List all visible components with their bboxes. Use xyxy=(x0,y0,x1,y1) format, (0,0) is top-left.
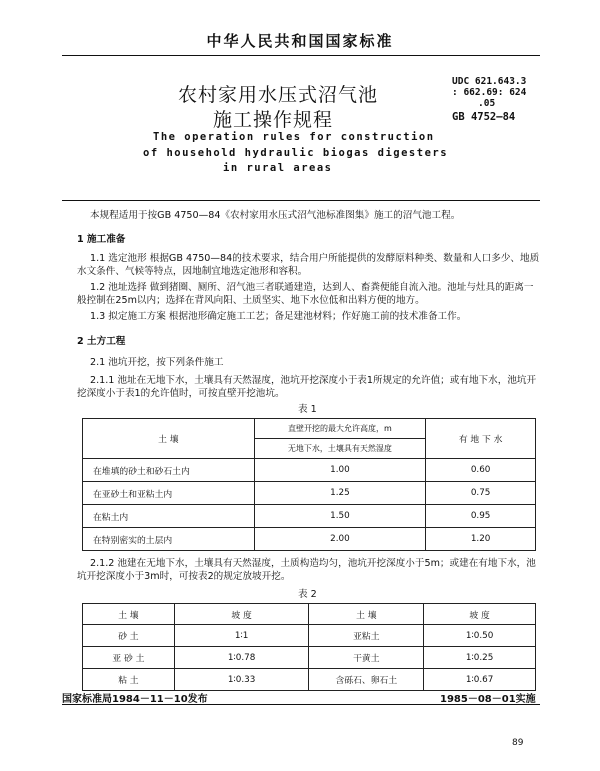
title-line-1: 农村家用水压式沼气池 xyxy=(178,84,379,106)
table1-cell-no-water: 1.00 xyxy=(254,459,426,482)
table2-cell-soil-1: 砂 土 xyxy=(83,625,175,647)
table1-cell-soil: 在堆填的砂土和砂石土内 xyxy=(83,459,255,482)
table2-cell-slope-1: 1∶0.78 xyxy=(174,647,309,669)
table2-cell-soil-1: 亚 砂 土 xyxy=(83,647,175,669)
table-2 xyxy=(82,603,536,691)
clause-2-1: 2.1 池坑开挖，按下列条件施工 xyxy=(90,357,224,368)
english-title-line-3: in rural areas xyxy=(223,162,333,174)
table1-cell-with-water: 0.75 xyxy=(426,482,536,505)
table2-header-soil-1: 土 壤 xyxy=(83,604,175,625)
header-divider xyxy=(62,200,540,201)
table1-header-max-depth: 直壁开挖的最大允许高度，m xyxy=(254,419,426,439)
udc-line-2: : 662.69: 624 xyxy=(452,87,527,98)
table1-cell-no-water: 1.50 xyxy=(254,505,426,528)
clause-1-3: 1.3 拟定施工方案 根据池形确定施工工艺；备足建池材料；作好施工前的技术准备工作。 xyxy=(90,311,467,322)
table1-cell-soil: 在粘土内 xyxy=(83,505,255,528)
intro-paragraph: 本规程适用于按GB 4750—84《农村家用水压式沼气池标准图集》施工的沼气池工程。 xyxy=(90,210,461,221)
english-title-line-2: of household hydraulic biogas digesters xyxy=(143,147,449,159)
table2-cell-slope-1: 1∶1 xyxy=(174,625,309,647)
table1-cell-soil: 在亚砂土和亚粘土内 xyxy=(83,482,255,505)
table-row xyxy=(83,669,536,691)
table-row xyxy=(83,459,536,482)
table2-header-slope-1: 坡 度 xyxy=(174,604,309,625)
table2-cell-soil-2: 含砾石、卵石土 xyxy=(309,669,424,691)
table-row xyxy=(83,505,536,528)
table-row xyxy=(83,647,536,669)
issued-date: 国家标准局1984－11－10发布 xyxy=(62,694,208,705)
title-line-2: 施工操作规程 xyxy=(213,109,334,131)
gb-code: GB 4752—84 xyxy=(452,111,516,123)
table1-cell-with-water: 0.95 xyxy=(426,505,536,528)
table2-cell-slope-1: 1∶0.33 xyxy=(174,669,309,691)
table2-cell-soil-2: 亚粘土 xyxy=(309,625,424,647)
udc-line-3: .05 xyxy=(478,98,496,109)
clause-1-2: 1.2 池址选择 做到猪圈、厕所、沼气池三者联通建造，达到人、畜粪便能自流入池。池址与灶具的距离一般控制在25m以内；选择在背风向阳、土质坚实、地下水位低和出料方便的地方。 xyxy=(77,282,534,306)
top-rule xyxy=(62,55,540,56)
table2-cell-soil-2: 干黄土 xyxy=(309,647,424,669)
table-2-caption: 表 2 xyxy=(298,589,317,600)
table1-cell-with-water: 1.20 xyxy=(426,528,536,551)
effective-date: 1985－08－01实施 xyxy=(440,694,536,705)
table1-cell-soil: 在特别密实的土层内 xyxy=(83,528,255,551)
footer-rule xyxy=(62,704,540,705)
clause-2-1-1: 2.1.1 池址在无地下水，土壤具有天然湿度，池坑开挖深度小于表1所规定的允许值；或有地下水，池坑开挖深度小于表1的允许值时，可按直壁开挖池坑。 xyxy=(77,375,537,399)
table1-cell-no-water: 2.00 xyxy=(254,528,426,551)
table1-cell-with-water: 0.60 xyxy=(426,459,536,482)
table1-header-no-water: 无地下水，土壤具有天然湿度 xyxy=(254,439,426,459)
standard-org-heading: 中华人民共和国国家标准 xyxy=(206,32,394,50)
english-title-line-1: The operation rules for construction xyxy=(153,131,435,143)
table1-header-with-water: 有 地 下 水 xyxy=(426,419,536,459)
table2-cell-slope-2: 1∶0.50 xyxy=(424,625,536,647)
table-row xyxy=(83,528,536,551)
table-1-caption: 表 1 xyxy=(298,404,317,415)
table2-cell-slope-2: 1∶0.67 xyxy=(424,669,536,691)
table-row xyxy=(83,625,536,647)
page-number: 89 xyxy=(512,738,524,748)
table1-cell-no-water: 1.25 xyxy=(254,482,426,505)
table2-header-soil-2: 土 壤 xyxy=(309,604,424,625)
table2-cell-slope-2: 1∶0.25 xyxy=(424,647,536,669)
section-1-heading: 1 施工准备 xyxy=(77,234,126,245)
table-1 xyxy=(82,418,536,551)
clause-1-1: 1.1 选定池形 根据GB 4750—84的技术要求，结合用户所能提供的发酵原料种类、数量和人口多少、地质水文条件、气候等特点，因地制宜地选定池形和容积。 xyxy=(77,253,540,277)
clause-2-1-2: 2.1.2 池建在无地下水，土壤具有天然湿度，土质构造均匀，池坑开挖深度小于5m；或建在有地下水，池坑开挖深度小于3m时，可按表2的规定放坡开挖。 xyxy=(77,558,536,582)
table1-header-soil: 土 壤 xyxy=(83,419,255,459)
table2-cell-soil-1: 粘 土 xyxy=(83,669,175,691)
section-2-heading: 2 土方工程 xyxy=(77,336,126,347)
table-row xyxy=(83,482,536,505)
table2-header-slope-2: 坡 度 xyxy=(424,604,536,625)
udc-line-1: UDC 621.643.3 xyxy=(452,76,527,87)
